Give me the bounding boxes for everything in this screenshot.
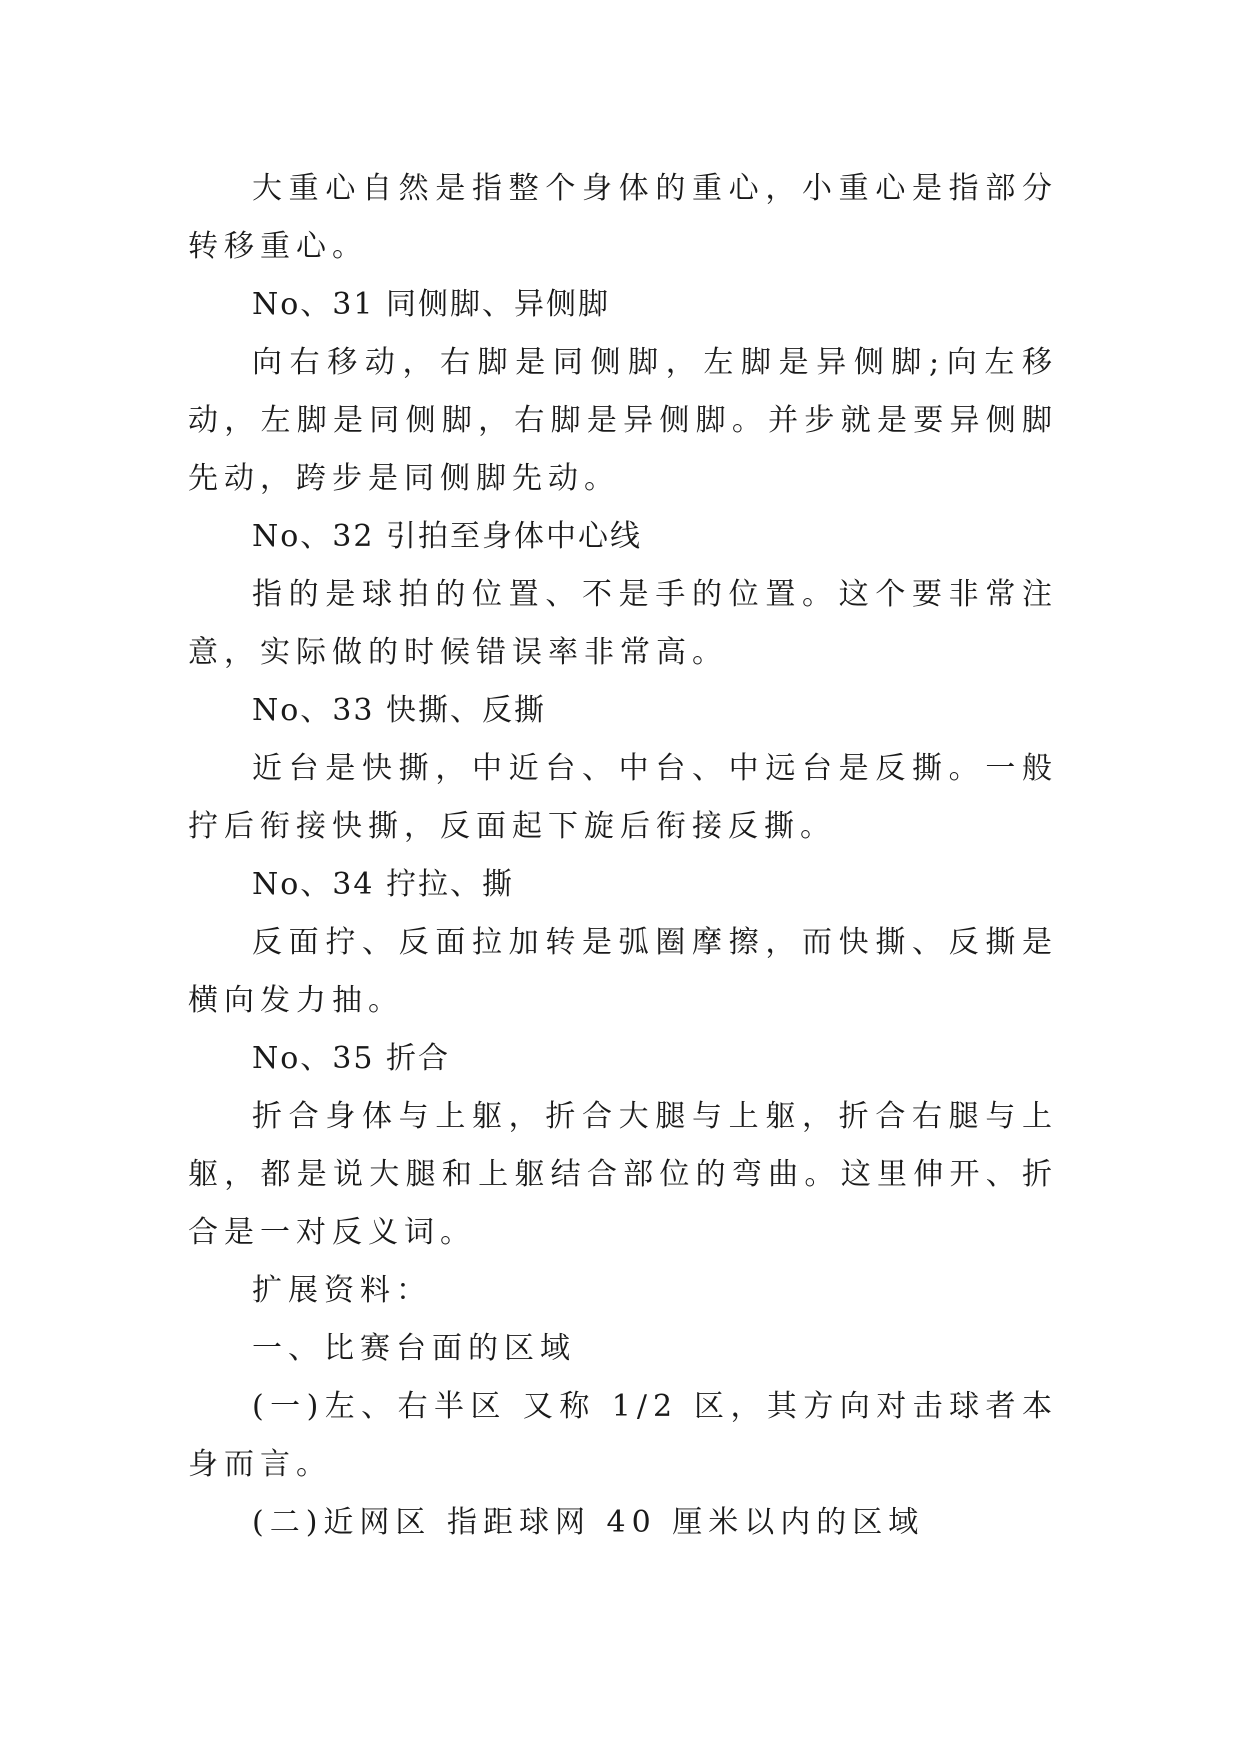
paragraph-extended-info: 扩展资料： — [252, 1273, 432, 1308]
paragraph-fold: 折合身体与上躯，折合大腿与上躯，折合右腿与上躯，都是说大腿和上躯结合部位的弯曲。这里伸开、折合是一对反义词。 — [188, 1099, 1058, 1250]
paragraph-same-side-foot: 向右移动，右脚是同侧脚，左脚是异侧脚;向左移动，左脚是同侧脚，右脚是异侧脚。并步就是要异侧脚先动，跨步是同侧脚先动。 — [188, 345, 1058, 496]
heading-no-31: No、31 同侧脚、异侧脚 — [252, 287, 611, 322]
document-body — [188, 160, 1058, 1552]
paragraph-quick-tear: 近台是快撕，中近台、中台、中远台是反撕。一般拧后衔接快撕，反面起下旋后衔接反撕。 — [188, 751, 1058, 844]
paragraph-center-of-gravity: 大重心自然是指整个身体的重心，小重心是指部分转移重心。 — [188, 171, 1058, 264]
heading-no-35: No、35 折合 — [252, 1041, 451, 1076]
paragraph-racket-position: 指的是球拍的位置、不是手的位置。这个要非常注意，实际做的时候错误率非常高。 — [188, 577, 1058, 670]
paragraph-near-net-zone: (二)近网区 指距球网 40 厘米以内的区域 — [252, 1505, 925, 1540]
heading-no-34: No、34 拧拉、撕 — [252, 867, 515, 902]
paragraph-twist-pull: 反面拧、反面拉加转是弧圈摩擦，而快撕、反撕是横向发力抽。 — [188, 925, 1058, 1018]
paragraph-table-areas: 一、比赛台面的区域 — [252, 1331, 576, 1366]
heading-no-32: No、32 引拍至身体中心线 — [252, 519, 643, 554]
paragraph-half-zone: (一)左、右半区 又称 1/2 区，其方向对击球者本身而言。 — [188, 1389, 1058, 1482]
heading-no-33: No、33 快撕、反撕 — [252, 693, 547, 728]
